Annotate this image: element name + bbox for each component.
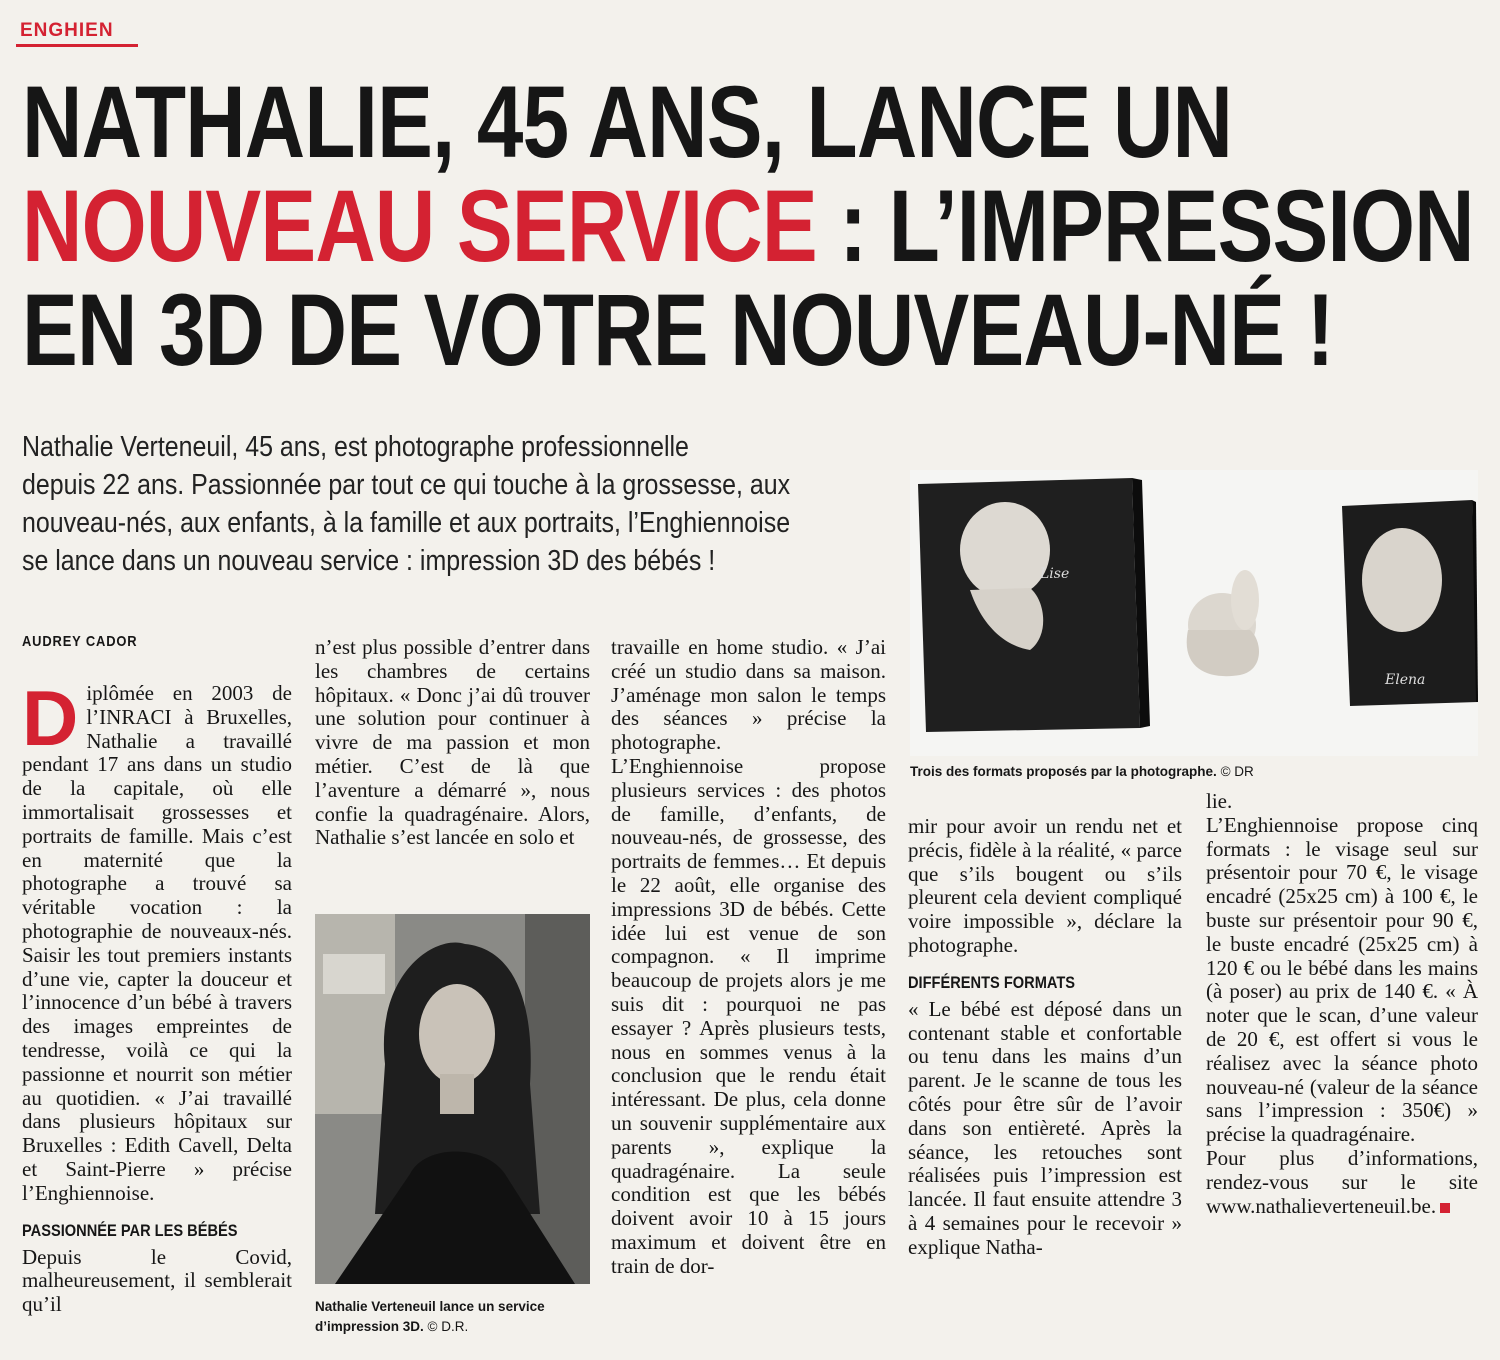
article-column-5 (1206, 790, 1478, 1218)
paragraph (1206, 1147, 1478, 1218)
photo-credit: © DR (1220, 764, 1254, 779)
3d-prints-photo (910, 470, 1478, 756)
subheading: PASSIONNÉE PAR LES BÉBÉS (22, 1220, 238, 1240)
paragraph: iplômée en 2003 de l’INRACI à Bruxelles, Nathalie a travaillé pendant 17 ans dans un studio de la capitale, où elle immortalisait grossesses et portraits de famille. Mais c’est en maternité que la photographe a trouvé sa véritable vocation : la photographie de nouveaux-nés. Saisir les tout premiers instants d’une vie, capter la douceur et l’innocence d’un bébé à travers des images empreintes de tendresse, voilà ce qui la passionne et nourrit son métier au quotidien. « J’ai travaillé dans plusieurs hôpitaux sur Bruxelles : Edith Cavell, Delta et Saint-Pierre » précise l’Enghiennoise. (22, 681, 292, 1205)
headline (22, 65, 1474, 387)
paragraph: mir pour avoir un rendu net et précis, fidèle à la réalité, « parce que s’ils bougent ou s’ils pleurent cela devient compliqué voire impossible », déclare la photographe. (908, 814, 1182, 957)
byline: AUDREY CADOR (22, 633, 138, 650)
headline-highlight: NOUVEAU SERVICE (22, 169, 817, 283)
3d-prints-caption (910, 762, 1478, 782)
paragraph: « Le bébé est déposé dans un contenant stable et confortable ou tenu dans les mains d’un parent. Je le scanne de tous les côtés pour être sûr de l’avoir dans son entièreté. Après la séance, les retouches sont réalisées puis l’impression est lancée. Il faut ensuite attendre 3 à 4 semaines pour le recevoir » explique Natha- (908, 996, 1182, 1259)
3d-prints-illustration (910, 470, 1478, 756)
name-label-lise: Lise (1040, 566, 1070, 582)
article-column-1 (22, 674, 292, 1317)
section-label: ENGHIEN (20, 20, 114, 41)
lead-line: se lance dans un nouveau service : impression 3D des bébés ! (22, 545, 716, 577)
name-label-elena: Elena (1385, 672, 1426, 688)
headline-line-2 (22, 169, 1474, 283)
headline-line-1: NATHALIE, 45 ANS, LANCE UN (22, 65, 1233, 179)
paragraph-text: Pour plus d’informations, rendez-vous sur le site www.nathalieverteneuil.be. (1206, 1145, 1478, 1218)
end-of-article-mark (1440, 1203, 1450, 1213)
article-column-2 (315, 636, 590, 850)
section-underline (16, 44, 138, 47)
paragraph: lie. (1206, 789, 1233, 813)
portrait-illustration (315, 914, 590, 1284)
caption-text: Trois des formats proposés par la photographe. (910, 764, 1217, 779)
article-column-3 (611, 636, 886, 1279)
portrait-caption (315, 1297, 615, 1337)
subheading: DIFFÉRENTS FORMATS (908, 972, 1076, 992)
article-column-4 (908, 815, 1182, 1260)
drop-cap: D (22, 674, 79, 762)
lead-line: nouveau-nés, aux enfants, à la famille et aux portraits, l’Enghiennoise (22, 507, 791, 539)
headline-line-3: EN 3D DE VOTRE NOUVEAU-NÉ ! (22, 273, 1334, 387)
paragraph: L’Enghiennoise propose cinq formats : le visage seul sur présentoir pour 70 €, le visage encadré (25x25 cm) à 100 €, le buste sur présentoir pour 90 €, le buste encadré (25x25 cm) à 120 € ou le bébé dans les mains (à poser) au prix de 140 €. « À noter que le scan, d’une valeur de 20 €, est offert si vous le réalisez avec la séance photo nouveau-né (valeur de la séance sans l’impression : 350€) » précise la quadragénaire. (1206, 812, 1478, 1147)
lead-line: depuis 22 ans. Passionnée par tout ce qui touche à la grossesse, aux (22, 469, 791, 501)
paragraph: travaille en home studio. « J’ai créé un studio dans sa maison. J’aménage mon salon le temps des séances » précise la photographe. (611, 635, 886, 755)
photo-credit: © D.R. (427, 1319, 469, 1334)
caption-text: Nathalie Verteneuil lance un service d’impression 3D. (315, 1299, 545, 1334)
paragraph: n’est plus possible d’entrer dans les chambres de certains hôpitaux. « Donc j’ai dû trouver une solution pour continuer à vivre de ma passion et mon métier. C’est de là que l’aventure a démarré », nous confie la quadragénaire. Alors, Nathalie s’est lancée en solo et (315, 635, 590, 850)
paragraph: L’Enghiennoise propose plusieurs services : des photos de famille, d’enfants, de nouveau-nés, de grossesse, des portraits de femmes… Et depuis le 22 août, elle organise des impressions 3D de bébés. Cette idée lui est venue de son compagnon. « Il imprime beaucoup de projets alors je me suis dit : pourquoi ne pas essayer ? Après plusieurs tests, nous en sommes venus à la conclusion que le rendu était intéressant. De plus, cela donne un souvenir supplémentaire aux parents », explique la quadragénaire. La seule condition est que les bébés doivent avoir 10 à 15 jours maximum et doivent être en train de dor- (611, 753, 886, 1278)
lead-paragraph (22, 428, 791, 580)
headline-line-2-rest: : L’IMPRESSION (816, 169, 1474, 283)
lead-line: Nathalie Verteneuil, 45 ans, est photographe professionnelle (22, 431, 689, 463)
portrait-photo (315, 914, 590, 1284)
paragraph: Depuis le Covid, malheureusement, il semblerait qu’il (22, 1244, 292, 1317)
